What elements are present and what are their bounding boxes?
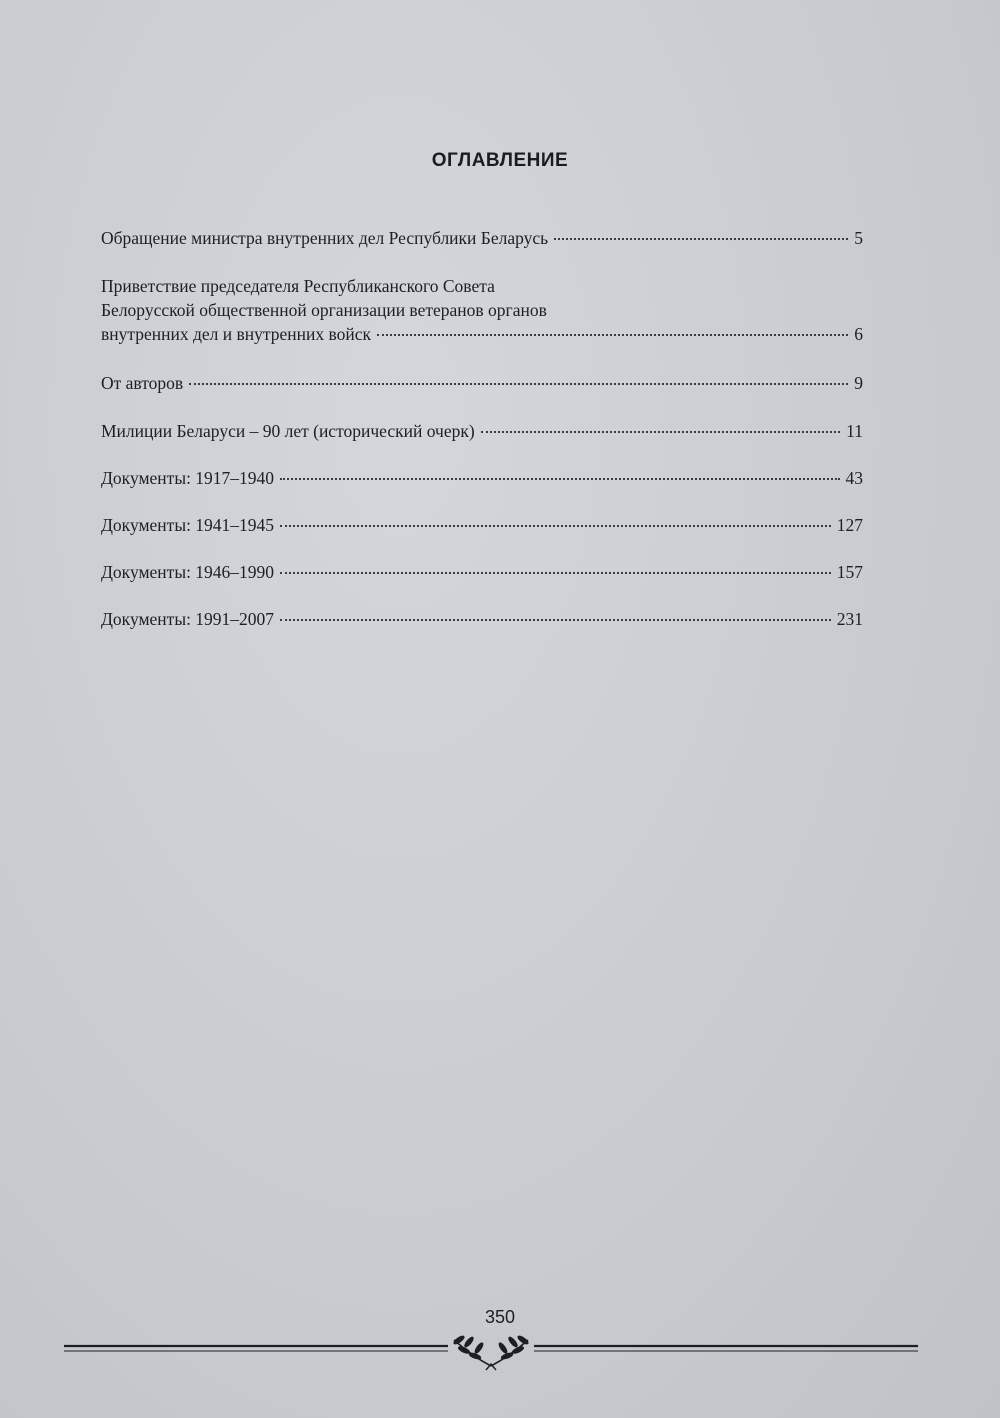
toc-entry-title-line: Приветствие председателя Республиканского Совета bbox=[101, 276, 495, 296]
toc-entry-title: Документы: 1946–1990 bbox=[101, 562, 275, 582]
toc-entry-documents-1941[interactable] bbox=[101, 513, 863, 537]
toc-entry-page: 6 bbox=[854, 324, 863, 344]
page-title: ОГЛАВЛЕНИЕ bbox=[431, 150, 569, 171]
toc-entry-appeal[interactable] bbox=[101, 226, 863, 250]
toc-entry-page: 11 bbox=[846, 421, 863, 441]
dot-leader bbox=[280, 525, 831, 527]
toc-entry-documents-1991[interactable] bbox=[101, 607, 863, 631]
toc-entry-page: 43 bbox=[845, 468, 863, 488]
dot-leader bbox=[280, 478, 839, 480]
dot-leader bbox=[481, 431, 840, 433]
toc-entry-title: Документы: 1917–1940 bbox=[101, 468, 275, 488]
dot-leader bbox=[280, 572, 831, 574]
toc-entry-page: 127 bbox=[836, 515, 863, 535]
toc-entry-title: Документы: 1991–2007 bbox=[101, 609, 275, 629]
dot-leader bbox=[554, 238, 848, 240]
toc-entry-greeting[interactable] bbox=[101, 274, 863, 346]
dot-leader bbox=[280, 619, 831, 621]
toc-entry-title: Милиции Беларуси – 90 лет (исторический очерк) bbox=[101, 421, 475, 441]
toc-entry-page: 157 bbox=[836, 562, 863, 582]
toc-entry-page: 5 bbox=[854, 228, 863, 248]
toc-entry-documents-1917[interactable] bbox=[101, 466, 863, 490]
toc-entry-page: 9 bbox=[854, 373, 863, 393]
page-number: 350 bbox=[484, 1307, 516, 1327]
toc-entry-title: Обращение министра внутренних дел Республики Беларусь bbox=[101, 228, 549, 248]
toc-entry-title: От авторов bbox=[101, 373, 184, 393]
dot-leader bbox=[377, 334, 848, 336]
toc-entry-history[interactable] bbox=[101, 419, 863, 443]
toc-entry-title: Документы: 1941–1945 bbox=[101, 515, 275, 535]
toc-entry-page: 231 bbox=[836, 609, 863, 629]
toc-entry-authors[interactable] bbox=[101, 371, 863, 395]
toc-entry-title-line: Белорусской общественной организации ветеранов органов bbox=[101, 300, 547, 320]
toc-entry-title: внутренних дел и внутренних войск bbox=[101, 324, 372, 344]
laurel-branch-icon bbox=[62, 1326, 920, 1376]
toc-entry-documents-1946[interactable] bbox=[101, 560, 863, 584]
dot-leader bbox=[189, 383, 848, 385]
